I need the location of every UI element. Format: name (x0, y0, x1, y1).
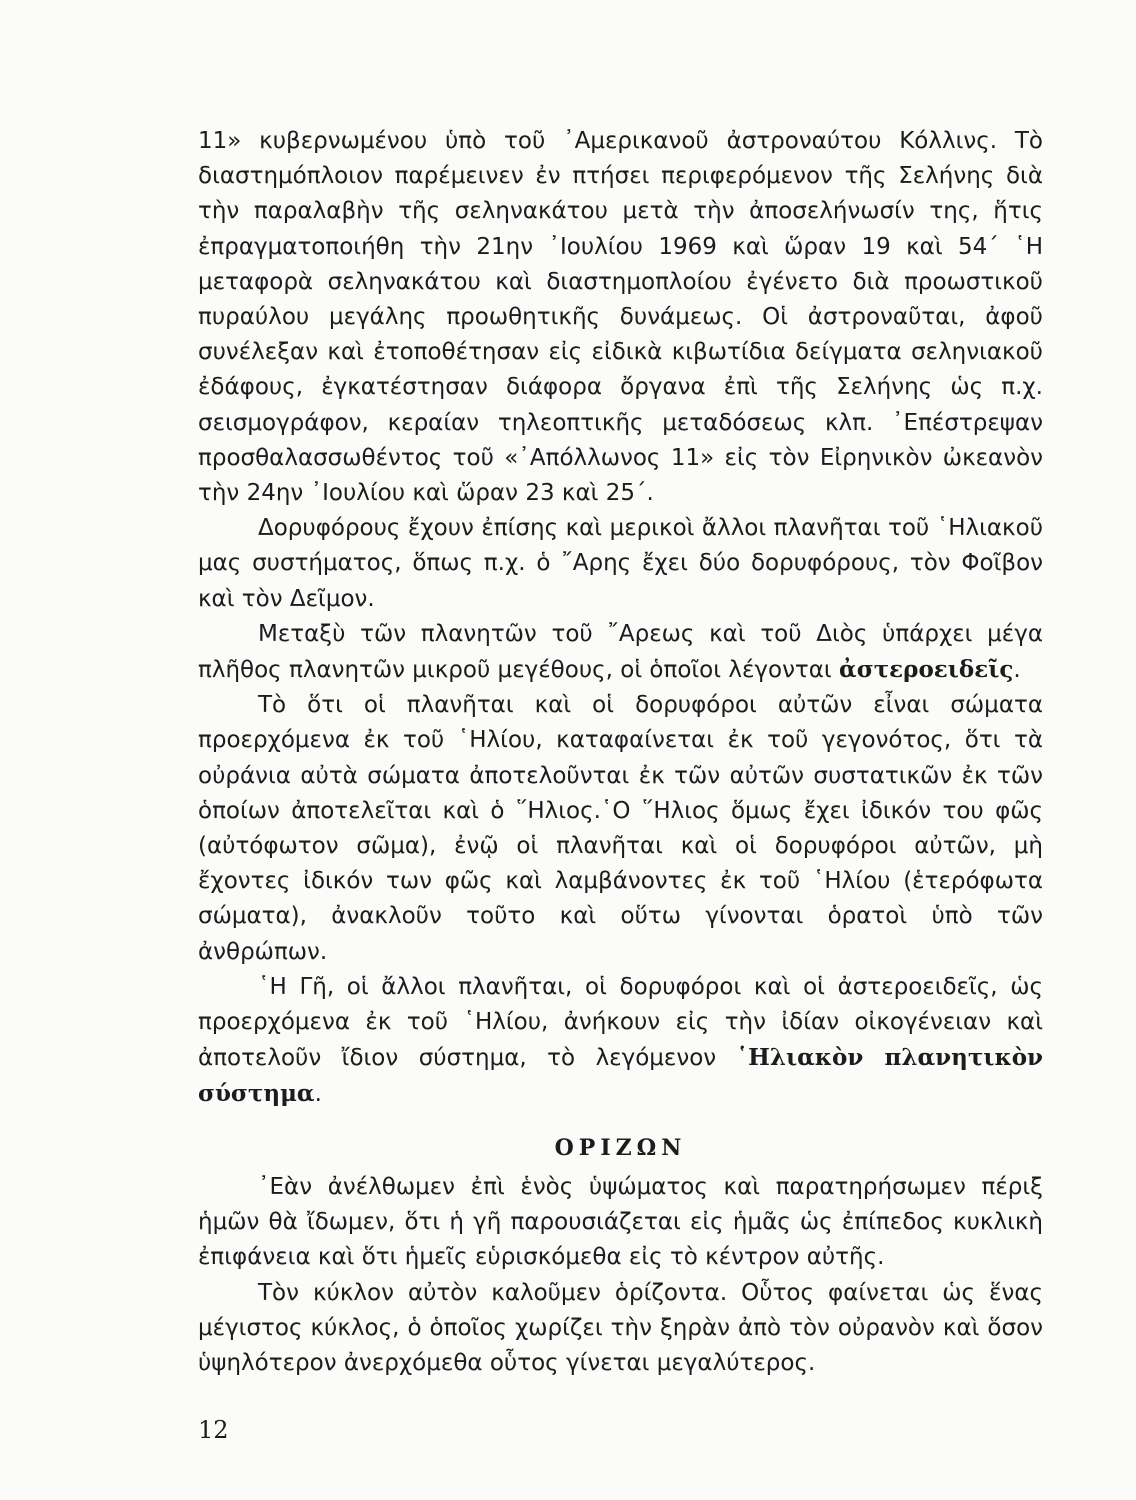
paragraph-asteroids (198, 617, 1043, 688)
paragraph-text: 11» κυβερνωμένου ὑπὸ τοῦ ᾿Αμερικανοῦ ἀστροναύτου Κόλλινς. Τὸ διαστημόπλοιον παρέμεινεν ἐν πτήσει περιφερόμενον τῆς Σελήνης διὰ τὴν παραλαβὴν τῆς σεληνακάτου μετὰ τὴν ἀποσελήνωσίν της, ἥτις ἐπραγματοποιήθη τὴν 21ην ᾿Ιουλίου 1969 καὶ ὥραν 19 καὶ 54΄ ῾Η μεταφορὰ σεληνακάτου καὶ διαστημοπλοίου ἐγένετο διὰ προωστικοῦ πυραύλου μεγάλης προωθητικῆς δυνάμεως. Οἱ ἀστροναῦται, ἀφοῦ συνέλεξαν καὶ ἐτοποθέτησαν εἰς εἰδικὰ κιβωτίδια δείγματα σεληνιακοῦ ἐδάφους, ἐγκατέστησαν διάφορα ὄργανα ἐπὶ τῆς Σελήνης ὡς π.χ. σεισμογράφον, κεραίαν τηλεοπτικῆς μεταδόσεως κλπ. ᾿Επέστρεψαν προσθαλασσωθέντος τοῦ «᾿Απόλλωνος 11» εἰς τὸν Εἰρηνικὸν ὠκεανὸν τὴν 24ην ᾿Ιουλίου καὶ ὥραν 23 καὶ 25΄. (198, 128, 1043, 507)
section-heading: ΟΡΙΖΩΝ (554, 1134, 687, 1161)
paragraph-planet-satellites (198, 511, 1043, 617)
paragraph-text: ᾿Εὰν ἀνέλθωμεν ἐπὶ ἑνὸς ὑψώματος καὶ παρατηρήσωμεν πέριξ ἡμῶν θὰ ἴδωμεν, ὅτι ἡ γῆ παρουσιάζεται εἰς ἡμᾶς ὡς ἐπίπεδος κυκλικὴ ἐπιφάνεια καὶ ὅτι ἡμεῖς εὑρισκόμεθα εἰς τὸ κέντρον αὐτῆς. (198, 1173, 1043, 1271)
paragraph-horizon-view (198, 1170, 1043, 1276)
paragraph-text: Μεταξὺ τῶν πλανητῶν τοῦ ῎Αρεως καὶ τοῦ Διὸς ὑπάρχει μέγα πλῆθος πλανητῶν μικροῦ μεγέθους, οἱ ὁποῖοι λέγονται (198, 620, 1043, 684)
paragraph-solar-system (198, 970, 1043, 1113)
paragraph-end: . (1013, 657, 1021, 684)
term-solar-system: ῾Ηλιακὸν πλανητικὸν σύστημα (198, 1044, 1044, 1108)
paragraph-apollo-mission (198, 124, 1043, 511)
paragraph-text: Τὸ ὅτι οἱ πλανῆται καὶ οἱ δορυφόροι αὐτῶν εἶναι σώματα προερχόμενα ἐκ τοῦ ῾Ηλίου, καταφαίνεται ἐκ τοῦ γεγονότος, ὅτι τὰ οὐράνια αὐτὰ σώματα ἀποτελοῦνται ἐκ τῶν αὐτῶν συστατικῶν ἐκ τῶν ὁποίων ἀποτελεῖται καὶ ὁ ῞Ηλιος.῾Ο ῞Ηλιος ὅμως ἔχει ἰδικόν του φῶς (αὐτόφωτον σῶμα), ἐνῷ οἱ πλανῆται καὶ οἱ δορυφόροι αὐτῶν, μὴ ἔχοντες ἰδικόν των φῶς καὶ λαμβάνοντες ἐκ τοῦ ῾Ηλίου (ἑτερόφωτα σώματα), ἀνακλοῦν τοῦτο καὶ οὕτω γίνονται ὁρατοὶ ὑπὸ τῶν ἀνθρώπων. (198, 692, 1043, 965)
page-number: 12 (198, 1416, 229, 1444)
term-asteroids: ἀστεροειδεῖς (839, 656, 1014, 684)
paragraph-end: . (314, 1081, 322, 1108)
paragraph-sun-origin (198, 688, 1043, 970)
paragraph-text: ῾Η Γῆ, οἱ ἄλλοι πλανῆται, οἱ δορυφόροι καὶ οἱ ἀστεροειδεῖς, ὡς προερχόμενα ἐκ τοῦ ῾Ηλίου, ἀνήκουν εἰς τὴν ἰδίαν οἰκογένειαν καὶ ἀποτελοῦν ἴδιον σύστημα, τὸ λεγόμενον (198, 973, 1043, 1072)
body-text (198, 124, 1043, 1381)
paragraph-text: Δορυφόρους ἔχουν ἐπίσης καὶ μερικοὶ ἄλλοι πλανῆται τοῦ ῾Ηλιακοῦ μας συστήματος, ὅπως π.χ. ὁ ῎Αρης ἔχει δύο δορυφόρους, τὸν Φοῖβον καὶ τὸν Δεῖμον. (198, 515, 1043, 612)
paragraph-text: Τὸν κύκλον αὐτὸν καλοῦμεν ὁρίζοντα. Οὗτος φαίνεται ὡς ἕνας μέγιστος κύκλος, ὁ ὁποῖος χωρίζει τὴν ξηρὰν ἀπὸ τὸν οὐρανὸν καὶ ὅσον ὑψηλότερον ἀνερχόμεθα οὗτος γίνεται μεγαλύτερος. (198, 1279, 1043, 1376)
paragraph-horizon-definition (198, 1276, 1043, 1382)
